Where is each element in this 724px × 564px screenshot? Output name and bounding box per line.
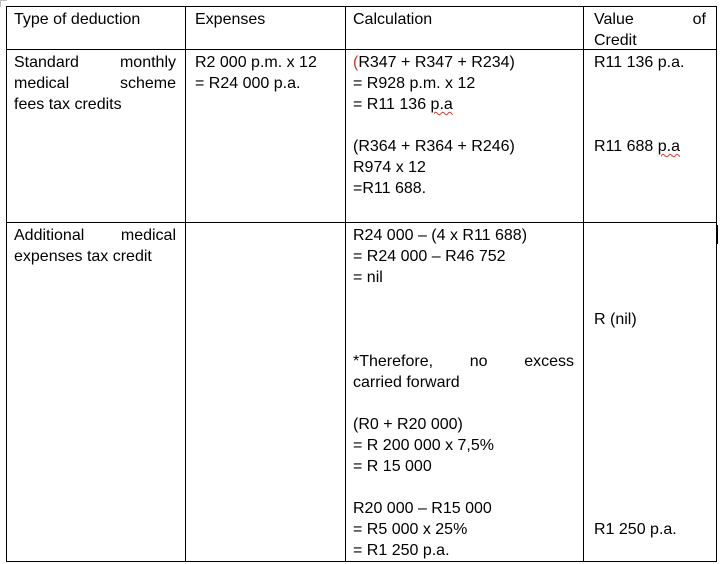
row1-calc-line2: = R928 p.m. x 12	[353, 75, 476, 92]
row1-calc-line3: = R11 136 p.a	[353, 96, 453, 113]
row2-type-line2: expenses tax credit	[14, 248, 152, 265]
row1-bottom-border	[6, 222, 717, 223]
row2-calc-line8: = R5 000 x 25%	[353, 521, 468, 538]
row1-type-line2: medical scheme	[14, 75, 176, 92]
row2-calc-line4: (R0 + R20 000)	[353, 416, 463, 433]
row2-calc-line1: R24 000 – (4 x R11 688)	[353, 227, 528, 244]
row2-value-nil: R (nil)	[594, 311, 637, 328]
table-right-border	[716, 6, 717, 562]
col-divider-2	[345, 6, 346, 562]
row1-type-line3: fees tax credits	[14, 96, 122, 113]
row1-expenses-line1: R2 000 p.m. x 12	[195, 54, 317, 71]
header-type-of-deduction: Type of deduction	[14, 11, 141, 28]
header-calculation: Calculation	[353, 11, 433, 28]
row1-calc-line1: (R347 + R347 + R234)	[353, 54, 515, 71]
row1-calc-line5: R974 x 12	[353, 159, 426, 176]
row2-type-line1: Additional medical	[14, 227, 176, 244]
row2-calc-note-line1: *Therefore, no excess	[353, 353, 574, 370]
table-bottom-border	[6, 561, 717, 562]
row1-calc-line4: (R364 + R364 + R246)	[353, 138, 515, 155]
row2-calc-line9: = R1 250 p.a.	[353, 542, 450, 559]
row2-value-final: R1 250 p.a.	[594, 521, 677, 538]
row1-calc-line6: =R11 688.	[353, 180, 427, 197]
row2-calc-note-line2: carried forward	[353, 374, 460, 391]
row1-type-line1: Standard monthly	[14, 54, 176, 71]
col-divider-3	[583, 6, 584, 562]
header-expenses: Expenses	[195, 11, 266, 28]
header-credit: Credit	[594, 32, 637, 49]
row2-calc-line6: = R 15 000	[353, 458, 432, 475]
table-left-border	[6, 6, 7, 562]
row2-calc-line7: R20 000 – R15 000	[353, 500, 492, 517]
table-top-border	[6, 6, 717, 7]
header-value-of: Value of	[594, 11, 706, 28]
row2-calc-line5: = R 200 000 x 7,5%	[353, 437, 494, 454]
col-divider-1	[185, 6, 186, 562]
row1-value-credit-1: R11 136 p.a.	[594, 54, 685, 71]
text-cursor	[717, 225, 718, 244]
row2-calc-line3: = nil	[353, 269, 383, 286]
row1-expenses-line2: = R24 000 p.a.	[195, 75, 301, 92]
row1-value-credit-2: R11 688 p.a	[594, 138, 680, 155]
row2-calc-line2: = R24 000 – R46 752	[353, 248, 506, 265]
